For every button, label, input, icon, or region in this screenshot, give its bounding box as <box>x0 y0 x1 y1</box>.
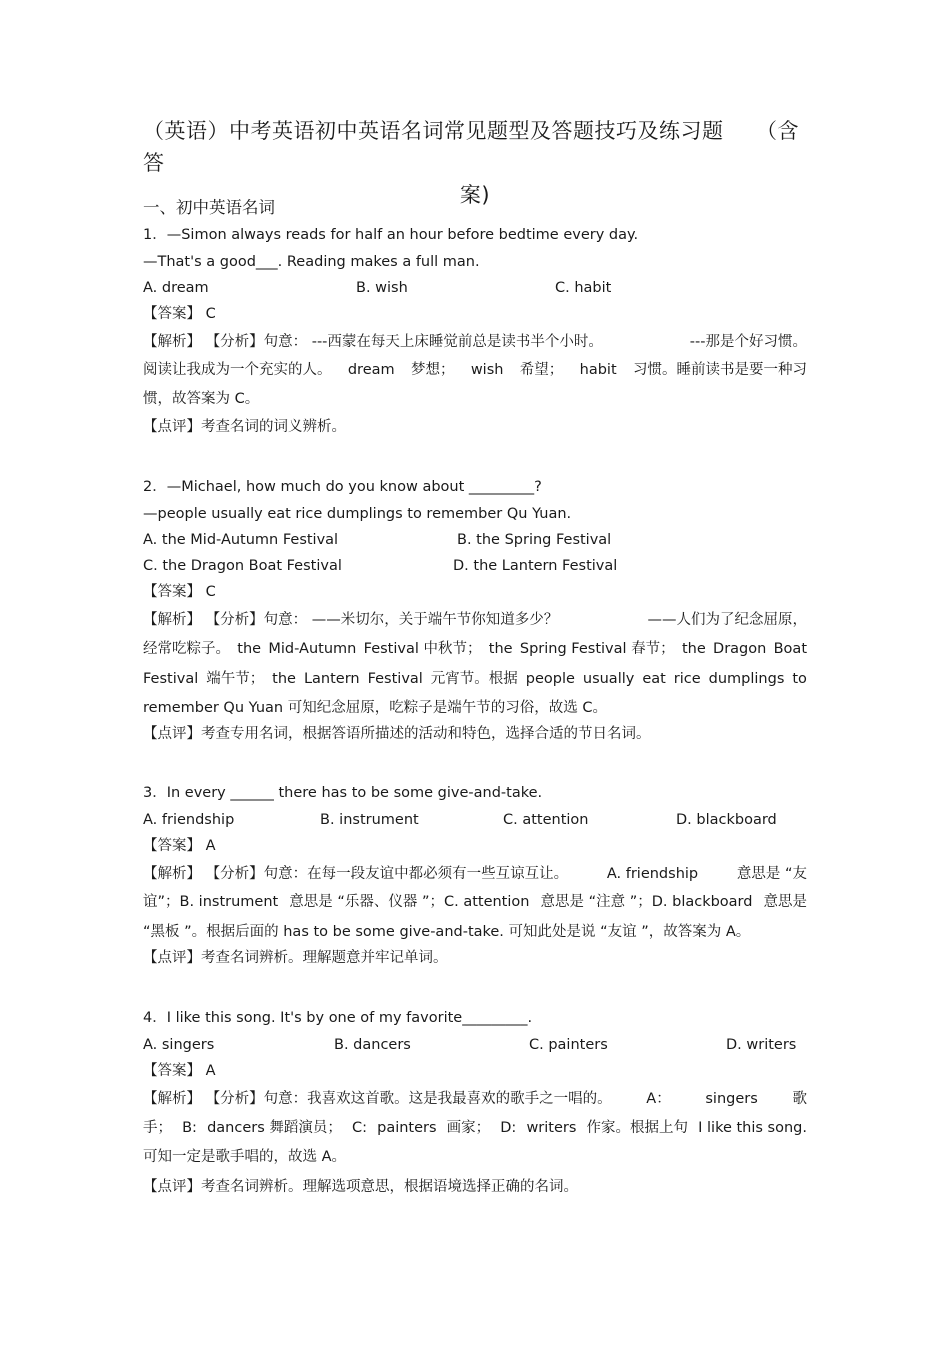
q1-stem-2: —That's a good___. Reading makes a full man. <box>143 254 480 270</box>
text-segment: 谊”；B. instrument <box>143 894 279 910</box>
q4-analysis-line-3: 可知一定是歌手唱的，故选 A。 <box>143 1149 347 1165</box>
text-segment: painters <box>377 1120 437 1136</box>
q4-option-c: C. painters <box>529 1037 608 1053</box>
text-segment: people <box>525 671 575 687</box>
q2-option-b: B. the Spring Festival <box>457 532 612 548</box>
text-segment: D: <box>500 1120 517 1136</box>
q2-answer: 【答案】 C <box>143 584 216 600</box>
section-heading: 一、初中英语名词 <box>143 198 275 217</box>
q3-comment: 【点评】考查名词辨析。理解题意并牢记单词。 <box>143 950 448 966</box>
q2-analysis-line-1 <box>143 610 807 630</box>
text-segment: 【解析】 【分析】句意： ---西蒙在每天上床睡觉前总是读书半个小时。 <box>143 334 603 350</box>
text-segment: the <box>272 671 296 687</box>
text-segment: wish <box>470 362 504 378</box>
text-segment: writers <box>526 1120 577 1136</box>
q1-analysis-line-3: 惯，故答案为 C。 <box>143 391 260 407</box>
q2-comment: 【点评】考查专用名词，根据答语所描述的活动和特色，选择合适的节日名词。 <box>143 726 651 742</box>
q1-stem-1: 1．—Simon always reads for half an hour before bedtime every day. <box>143 227 639 243</box>
text-segment: Lantern <box>303 671 360 687</box>
q1-analysis-line-2 <box>143 360 807 380</box>
text-segment: ---那是个好习惯。 <box>689 334 807 350</box>
q2-option-d: D. the Lantern Festival <box>453 558 618 574</box>
q3-analysis-line-2 <box>143 892 807 912</box>
text-segment: Boat <box>773 641 807 657</box>
q2-analysis-line-4: remember Qu Yuan 可知纪念屈原，吃粽子是端午节的习俗，故选 C。 <box>143 700 607 716</box>
q1-option-c: C. habit <box>555 280 612 296</box>
text-segment: the <box>681 641 706 657</box>
q2-analysis-line-2 <box>143 639 807 659</box>
text-segment: 手； <box>143 1120 172 1136</box>
q3-analysis-line-1 <box>143 864 807 884</box>
text-segment: habit <box>579 362 617 378</box>
q2-analysis-line-3 <box>143 669 807 689</box>
q1-analysis-line-1 <box>143 332 807 352</box>
q4-option-b: B. dancers <box>334 1037 411 1053</box>
text-segment: Festival <box>143 671 199 687</box>
text-segment: the <box>237 641 262 657</box>
text-segment: 画家； <box>446 1120 491 1136</box>
text-segment: Spring Festival 春节； <box>519 641 675 657</box>
q2-option-a: A. the Mid-Autumn Festival <box>143 532 339 548</box>
text-segment: to <box>792 671 807 687</box>
text-segment: B: <box>182 1120 197 1136</box>
text-segment: Festival <box>367 671 423 687</box>
text-segment: 梦想； <box>410 362 455 378</box>
text-segment: 【解析】 【分析】句意：我喜欢这首歌。这是我最喜欢的歌手之一唱的。 <box>143 1091 612 1107</box>
text-segment: 意思是 <box>763 894 807 910</box>
q1-comment: 【点评】考查名词的词义辨析。 <box>143 419 346 435</box>
text-segment: usually <box>582 671 635 687</box>
text-segment: the <box>488 641 513 657</box>
q3-option-a: A. friendship <box>143 812 235 828</box>
title-line-1: （英语）中考英语初中英语名词常见题型及答题技巧及练习题 （含答 <box>143 119 799 175</box>
text-segment: Festival 中秋节； <box>363 641 482 657</box>
text-segment: 意思是 “乐器、仪器 ”；C. attention <box>289 894 530 910</box>
text-segment: 习惯。睡前读书是要一种习 <box>632 362 807 378</box>
text-segment: Mid-Autumn <box>268 641 357 657</box>
text-segment: dumplings <box>708 671 785 687</box>
text-segment: 端午节； <box>206 671 265 687</box>
q1-answer: 【答案】 C <box>143 306 216 322</box>
text-segment: 希望； <box>519 362 564 378</box>
q4-option-a: A. singers <box>143 1037 215 1053</box>
text-segment: 作家。根据上句 <box>586 1120 689 1136</box>
q4-answer: 【答案】 A <box>143 1063 216 1079</box>
text-segment: I like this song. <box>698 1120 807 1136</box>
q4-comment: 【点评】考查名词辨析。理解选项意思，根据语境选择正确的名词。 <box>143 1179 578 1195</box>
text-segment: ——人们为了纪念屈原， <box>647 612 807 628</box>
q4-option-d: D. writers <box>726 1037 797 1053</box>
text-segment: A： <box>646 1091 671 1107</box>
text-segment: singers <box>705 1091 758 1107</box>
text-segment: 【解析】 【分析】句意：在每一段友谊中都必须有一些互谅互让。 <box>143 866 569 882</box>
q1-option-a: A. dream <box>143 280 209 296</box>
q2-option-c: C. the Dragon Boat Festival <box>143 558 342 574</box>
q3-stem-1: 3．In every ______ there has to be some give-and-take. <box>143 785 543 801</box>
q2-stem-1: 2．—Michael, how much do you know about _________? <box>143 479 542 495</box>
document-title <box>143 115 807 211</box>
q2-stem-2: —people usually eat rice dumplings to remember Qu Yuan. <box>143 506 572 522</box>
q3-option-b: B. instrument <box>320 812 419 828</box>
text-segment: dream <box>347 362 395 378</box>
text-segment: 元宵节。根据 <box>430 671 518 687</box>
q4-analysis-line-1 <box>143 1089 807 1109</box>
text-segment: rice <box>673 671 701 687</box>
q3-answer: 【答案】 A <box>143 838 216 854</box>
text-segment: 意思是 “注意 ”；D. blackboard <box>540 894 753 910</box>
text-segment: eat <box>642 671 666 687</box>
text-segment: 【解析】 【分析】句意： ——米切尔，关于端午节你知道多少？ <box>143 612 559 628</box>
q3-option-d: D. blackboard <box>676 812 777 828</box>
text-segment: 歌 <box>792 1091 807 1107</box>
text-segment: Dragon <box>713 641 767 657</box>
text-segment: 阅读让我成为一个充实的人。 <box>143 362 332 378</box>
text-segment: 意思是 “友 <box>736 866 807 882</box>
q4-analysis-line-2 <box>143 1118 807 1138</box>
text-segment: dancers 舞蹈演员； <box>207 1120 342 1136</box>
q3-option-c: C. attention <box>503 812 589 828</box>
q4-stem-1: 4．I like this song. It's by one of my favorite_________. <box>143 1010 533 1026</box>
q3-analysis-line-3: “黑板 ”。根据后面的 has to be some give-and-take. 可知此处是说 “友谊 ”，故答案为 A。 <box>143 924 751 940</box>
title-line-2: 案) <box>459 183 491 207</box>
text-segment: C: <box>351 1120 367 1136</box>
text-segment: 经常吃粽子。 <box>143 641 230 657</box>
q1-option-b: B. wish <box>356 280 408 296</box>
text-segment: A. friendship <box>606 866 699 882</box>
